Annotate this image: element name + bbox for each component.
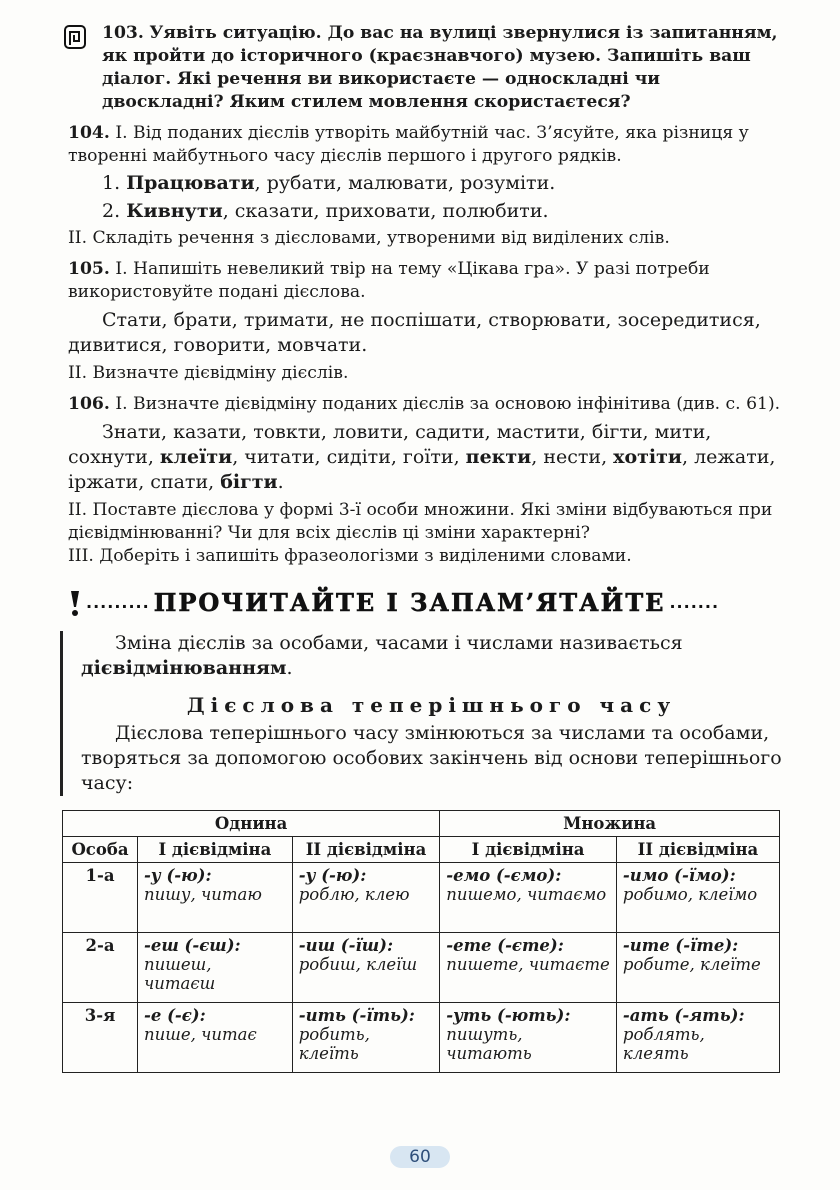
rule-intro: Зміна дієслів за особами, часами і числами називається	[115, 632, 683, 654]
person-cell: 1-а	[63, 863, 138, 933]
table-cell	[440, 1003, 617, 1073]
exercise-number: 104.	[68, 123, 110, 143]
ending: -е (-є):	[144, 1006, 206, 1025]
ending: -иш (-їш):	[298, 936, 394, 955]
textbook-page	[68, 22, 782, 1073]
words: , лежати, іржати, спати,	[68, 446, 776, 493]
table-cell	[616, 1003, 779, 1073]
highlighted-word: пекти	[465, 446, 532, 468]
exercise-task-1: І. Визначте дієвідміну поданих дієслів за основою інфінітива (див. с. 61).	[115, 394, 781, 414]
example-words: пишемо, читаємо	[446, 885, 607, 904]
ending: -у (-ю):	[144, 866, 212, 885]
example-words: роблять, клеять	[622, 1025, 705, 1063]
highlighted-word: Кивнути	[126, 200, 223, 222]
table-row	[63, 933, 780, 1003]
exercise-number: 105.	[68, 259, 110, 279]
rule-term: дієвідмінюванням	[81, 657, 287, 679]
example-words: робимо, клеїмо	[622, 885, 758, 904]
written-task-icon	[64, 25, 86, 49]
table-cell	[138, 863, 293, 933]
example-words: робиш, клеїш	[298, 955, 418, 974]
table-group-row	[63, 811, 780, 837]
col-plural-conj2: ІІ дієвідміна	[616, 837, 779, 863]
words: Знати, казати, товкти, ловити, садити, мастити, бігти, мити, сохнути,	[68, 421, 712, 468]
exercise-task-3: ІІІ. Доберіть і запишіть фразеологізми з виділеними словами.	[68, 546, 632, 566]
exercise-task-2: ІІ. Складіть речення з дієсловами, утвореними від виділених слів.	[68, 228, 670, 248]
rule-text: Дієслова теперішнього часу змінюються за числами та особами, творяться за допомогою особових закінчень від основи теперішнього часу:	[81, 722, 782, 794]
example-words: пишеш, читаєш	[144, 955, 216, 993]
exercise-task-2: ІІ. Визначте дієвідміну дієслів.	[68, 363, 349, 383]
word-list	[68, 420, 782, 495]
table-cell	[292, 863, 439, 933]
ending: -имо (-їмо):	[622, 866, 736, 885]
words: , нести,	[531, 446, 614, 468]
example-words: пишете, читаєте	[446, 955, 610, 974]
table-cell	[138, 1003, 293, 1073]
table-cell	[616, 863, 779, 933]
example-words: пише, читає	[144, 1025, 257, 1044]
table-row	[63, 863, 780, 933]
exercise-number: 106.	[68, 394, 110, 414]
page-number: 60	[390, 1146, 450, 1168]
ending: -ете (-єте):	[446, 936, 564, 955]
example-words: пишуть, читають	[446, 1025, 532, 1063]
group-singular: Однина	[63, 811, 440, 837]
words: .	[277, 471, 284, 493]
row-words: , сказати, приховати, полюбити.	[222, 200, 549, 222]
section-heading: Дієслова теперішнього часу	[186, 693, 677, 717]
exercise-105	[68, 258, 782, 385]
col-plural-conj1: І дієвідміна	[440, 837, 617, 863]
verb-row-2	[68, 199, 782, 224]
table-cell	[440, 863, 617, 933]
highlighted-word: Працювати	[126, 172, 255, 194]
ending: -уть (-ють):	[446, 1006, 571, 1025]
banner-title: ПРОЧИТАЙТЕ І ЗАПАМ’ЯТАЙТЕ	[153, 588, 666, 617]
col-person: Особа	[63, 837, 138, 863]
exclamation-icon	[68, 589, 82, 617]
ending: -ите (-їте):	[622, 936, 739, 955]
highlighted-word: клеїти	[159, 446, 233, 468]
highlighted-word: бігти	[220, 471, 278, 493]
col-singular-conj1: І дієвідміна	[138, 837, 293, 863]
word-list: Стати, брати, тримати, не поспішати, створювати, зосередитися, дивитися, говорити, мовчати.	[68, 309, 761, 356]
table-cell	[616, 933, 779, 1003]
ending: -у (-ю):	[298, 866, 367, 885]
exercise-task-1: І. Від поданих дієслів утворіть майбутній час. З’ясуйте, яка різниця у творенні майбутнього часу дієслів першого і другого рядків.	[68, 123, 749, 166]
words: , читати, сидіти, гоїти,	[232, 446, 466, 468]
highlighted-word: хотіти	[613, 446, 683, 468]
table-cell	[292, 1003, 439, 1073]
banner-dots-left: .........	[86, 593, 150, 612]
table-cell	[138, 933, 293, 1003]
row-number: 2.	[102, 200, 121, 222]
col-singular-conj2: ІІ дієвідміна	[292, 837, 439, 863]
ending: -емо (-ємо):	[446, 866, 562, 885]
table-cell	[440, 933, 617, 1003]
row-words: , рубати, малювати, розуміти.	[254, 172, 556, 194]
person-cell: 3-я	[63, 1003, 138, 1073]
rule-definition	[81, 631, 782, 681]
exercise-task-2: ІІ. Поставте дієслова у формі 3-ї особи множини. Які зміни відбуваються при дієвідмінюванні? Чи для всіх дієслів ці зміни характерні?	[68, 500, 773, 543]
row-number: 1.	[102, 172, 121, 194]
exercise-number: 103.	[102, 23, 144, 43]
example-words: робите, клеїте	[622, 955, 761, 974]
table-header-row	[63, 837, 780, 863]
ending: -ить (-їть):	[298, 1006, 415, 1025]
group-plural: Множина	[440, 811, 780, 837]
example-words: пишу, читаю	[144, 885, 262, 904]
exercise-task-1: І. Напишіть невеликий твір на тему «Цікава гра». У разі потреби використовуйте подані дієслова.	[68, 259, 710, 302]
example-words: робить, клеїть	[298, 1025, 370, 1063]
table-row	[63, 1003, 780, 1073]
exercise-106	[68, 393, 782, 568]
banner-dots-right: .......	[669, 593, 720, 612]
example-words: роблю, клею	[298, 885, 410, 904]
conjugation-table	[62, 810, 780, 1073]
ending: -еш (-єш):	[144, 936, 241, 955]
read-and-remember-banner	[68, 588, 782, 617]
verb-row-1	[68, 171, 782, 196]
exercise-104	[68, 122, 782, 250]
exercise-103	[68, 22, 782, 114]
ending: -ать (-ять):	[622, 1006, 745, 1025]
table-cell	[292, 933, 439, 1003]
rule-box	[60, 631, 782, 796]
exercise-text: Уявіть ситуацію. До вас на вулиці звернулися із запитанням, як пройти до історичного (краєзнавчого) музею. Запишіть ваш діалог. Які речення ви використаєте — односкладні чи двоскладні? Яким стилем мовлення скористаєтеся?	[102, 23, 778, 112]
rule-intro-end: .	[286, 657, 293, 679]
person-cell: 2-а	[63, 933, 138, 1003]
